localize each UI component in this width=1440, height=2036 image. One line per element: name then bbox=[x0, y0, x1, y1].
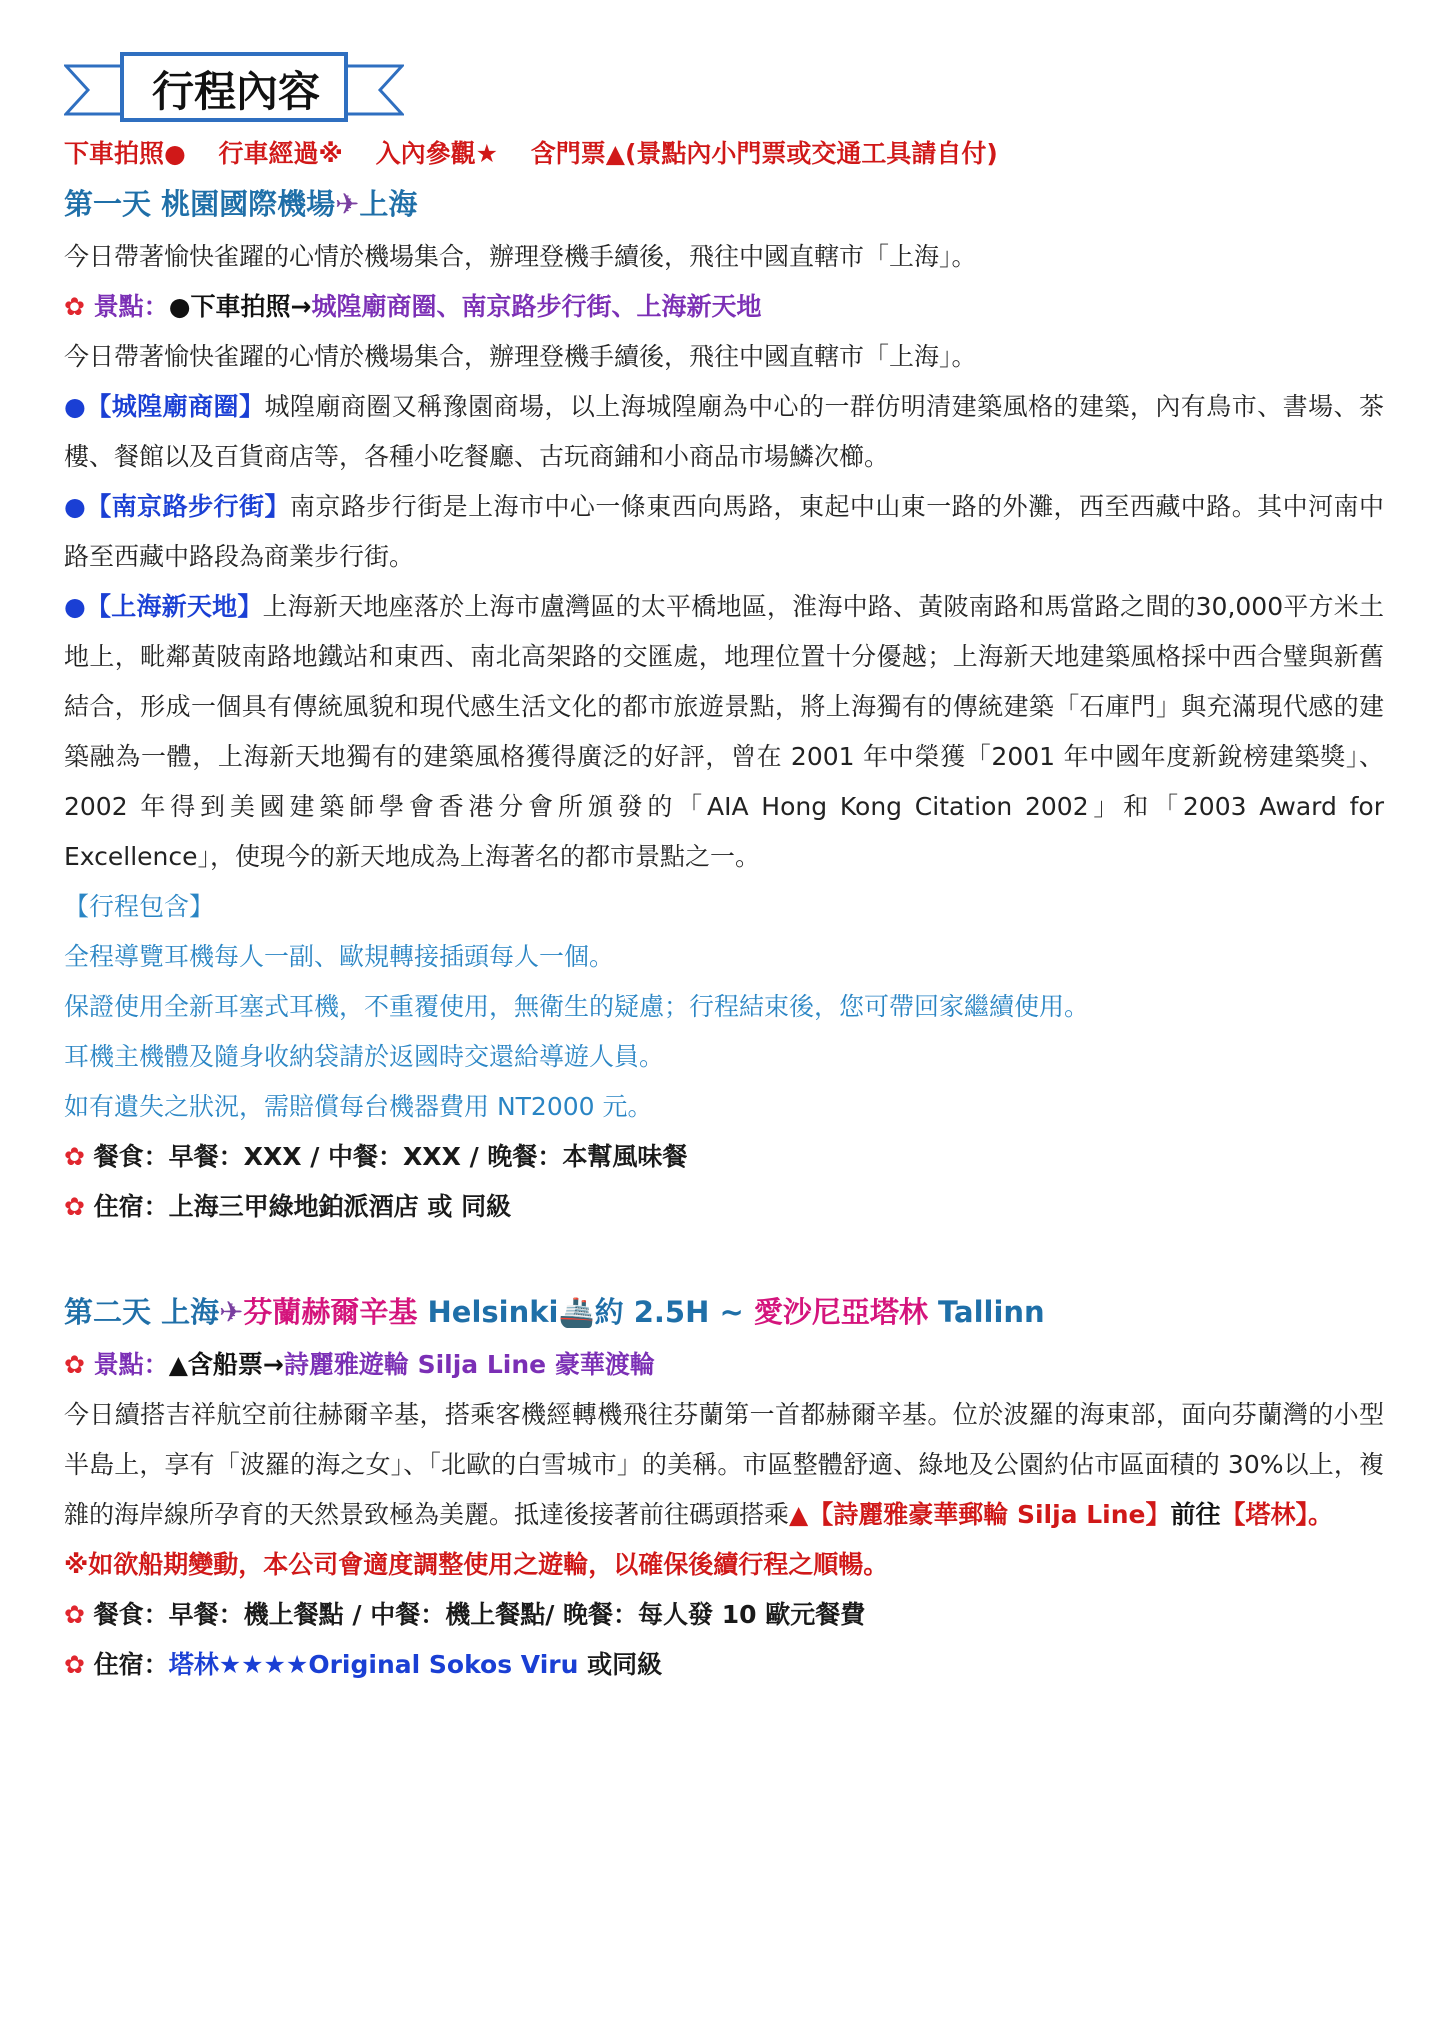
legend-ticket-included: 含門票▲(景點內小門票或交通工具請自付) bbox=[530, 139, 998, 168]
day1-intro-repeat: 今日帶著愉快雀躍的心情於機場集合，辦理登機手續後，飛往中國直轄市「上海」。 bbox=[64, 342, 977, 371]
includes-item: 耳機主機體及隨身收納袋請於返國時交還給導遊人員。 bbox=[64, 1042, 665, 1071]
day2-spots: ✿ 景點：▲含船票→詩麗雅遊輪 Silja Line 豪華渡輪 bbox=[64, 1350, 655, 1379]
includes-item: 全程導覽耳機每人一副、歐規轉接插頭每人一個。 bbox=[64, 942, 615, 971]
includes-item: 如有遺失之狀況，需賠償每台機器費用 NT2000 元。 bbox=[64, 1092, 653, 1121]
flower-icon: ✿ bbox=[64, 1142, 85, 1171]
plane-icon: ✈ bbox=[335, 187, 360, 221]
includes-title: 【行程包含】 bbox=[64, 892, 215, 921]
ship-icon: 🚢 bbox=[558, 1295, 595, 1329]
day2-meals: ✿ 餐食：早餐：機上餐點 / 中餐：機上餐點/ 晚餐：每人發 10 歐元餐費 bbox=[64, 1600, 866, 1629]
includes-item: 保證使用全新耳塞式耳機，不重覆使用，無衛生的疑慮；行程結束後，您可帶回家繼續使用。 bbox=[64, 992, 1090, 1021]
flower-icon: ✿ bbox=[64, 1600, 85, 1629]
day1-spot-xintiandi: ●【上海新天地】上海新天地座落於上海市盧灣區的太平橋地區，淮海中路、黃陂南路和馬當路之間的30,000平方米土地上，毗鄰黃陂南路地鐵站和東西、南北高架路的交匯處，地理位置十分優越；上海新天地建築風格採中西合璧與新舊結合，形成一個具有傳統風貌和現代感生活文化的都市旅遊景點，將上海獨有的傳統建築「石庫門」與充滿現代感的建築融為一體，上海新天地獨有的建築風格獲得廣泛的好評，曾在 2001 年中榮獲「2001 年中國年度新銳榜建築獎」、2002 年得到美國建築師學會香港分會所頒發的「AIA Hong Kong Citation 2002」和「2003 Award for Excellence」，使現今的新天地成為上海著名的都市景點之一。 bbox=[64, 592, 1384, 871]
symbol-legend bbox=[64, 132, 1384, 176]
legend-enter-visit: 入內參觀★ bbox=[375, 139, 498, 168]
day1-title: 第一天 桃園國際機場✈上海 bbox=[64, 187, 418, 221]
day1-spots: ✿ 景點：●下車拍照→城隍廟商圈、南京路步行街、上海新天地 bbox=[64, 292, 762, 321]
day2-title: 第二天 上海✈芬蘭赫爾辛基 Helsinki🚢約 2.5H ~ 愛沙尼亞塔林 Tallinn bbox=[64, 1295, 1045, 1329]
itinerary-page bbox=[64, 48, 1384, 1690]
day1-hotel: ✿ 住宿：上海三甲綠地鉑派酒店 或 同級 bbox=[64, 1192, 512, 1221]
legend-pass-by: 行車經過※ bbox=[218, 139, 343, 168]
day1-meals: ✿ 餐食：早餐：XXX / 中餐：XXX / 晚餐：本幫風味餐 bbox=[64, 1142, 688, 1171]
flower-icon: ✿ bbox=[64, 1350, 85, 1379]
flower-icon: ✿ bbox=[64, 292, 85, 321]
itinerary-title: 行程內容 bbox=[151, 67, 320, 116]
day1-spot-nanjing-road: ●【南京路步行街】南京路步行街是上海市中心一條東西向馬路，東起中山東一路的外灘，西至西藏中路。其中河南中路至西藏中路段為商業步行街。 bbox=[64, 492, 1384, 571]
day2-notice: ※如欲船期變動，本公司會適度調整使用之遊輪，以確保後續行程之順暢。 bbox=[64, 1550, 889, 1579]
legend-photo-stop: 下車拍照● bbox=[64, 139, 186, 168]
itinerary-banner bbox=[64, 48, 404, 130]
day2-hotel: ✿ 住宿：塔林★★★★Original Sokos Viru 或同級 bbox=[64, 1650, 663, 1679]
day2-description: 今日續搭吉祥航空前往赫爾辛基，搭乘客機經轉機飛往芬蘭第一首都赫爾辛基。位於波羅的海東部，面向芬蘭灣的小型半島上，享有「波羅的海之女」、「北歐的白雪城市」的美稱。市區整體舒適、綠地及公園約佔市區面積的 30%以上，複雜的海岸線所孕育的天然景致極為美麗。抵達後接著前往碼頭搭乘▲【詩麗雅豪華郵輪 Silja Line】前往【塔林】。 bbox=[64, 1400, 1384, 1529]
plane-icon: ✈ bbox=[219, 1295, 244, 1329]
flower-icon: ✿ bbox=[64, 1650, 85, 1679]
flower-icon: ✿ bbox=[64, 1192, 85, 1221]
day1-intro: 今日帶著愉快雀躍的心情於機場集合，辦理登機手續後，飛往中國直轄市「上海」。 bbox=[64, 242, 977, 271]
day1-spot-chenghuang: ●【城隍廟商圈】城隍廟商圈又稱豫園商場，以上海城隍廟為中心的一群仿明清建築風格的建築，內有鳥市、書場、茶樓、餐館以及百貨商店等，各種小吃餐廳、古玩商鋪和小商品市場鱗次櫛。 bbox=[64, 392, 1384, 471]
